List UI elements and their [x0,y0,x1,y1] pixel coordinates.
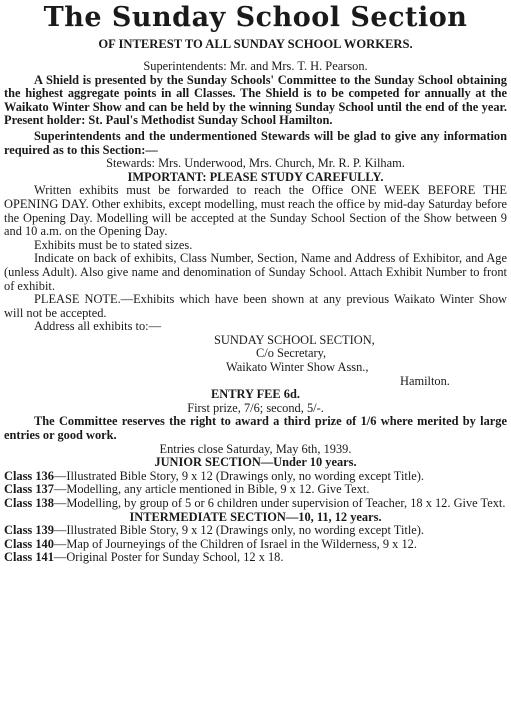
class-item: Class 138—Modelling, by group of 5 or 6 children under supervision of Teacher, 18 x 12. Give Text. [4,496,506,510]
address-line-2: C/o Secretary, [256,346,327,361]
address-line-1: SUNDAY SCHOOL SECTION, [214,332,375,347]
committee-paragraph: The Committee reserves the right to award a third prize of 1/6 where merited by large entries or good work. [4,414,507,443]
article-body [4,60,507,565]
address-line-4: Hamilton. [400,373,450,388]
shield-paragraph: A Shield is presented by the Sunday Schools' Committee to the Sunday School obtaining the highest aggregate points in all Classes. The Shield is to be competed for annually at the Waikato Winter Show and can be held by the winning Sunday School until the end of the year. Present holder: St. Paul's Methodist Sunday School Hamilton. [4,72,507,128]
class-item: Class 141—Original Poster for Sunday School, 12 x 18. [4,550,284,565]
class-item: Class 137—Modelling, any article mentioned in Bible, 9 x 12. Give Text. [4,482,370,497]
prizes-line: First prize, 7/6; second, 5/-. [187,400,324,415]
address-line-3: Waikato Winter Show Assn., [226,360,369,375]
please-note-paragraph: PLEASE NOTE.—Exhibits which have been shown at any previous Waikato Winter Show will not be accepted. [4,292,507,320]
mailing-address [4,334,507,388]
class-item: Class 139—Illustrated Bible Story, 9 x 12 (Drawings only, no wording except Title). [4,523,424,538]
superintendents-line: Superintendents: Mr. and Mrs. T. H. Pearson. [143,59,368,73]
address-intro: Address all exhibits to:— [34,319,161,334]
class-item: Class 136—Illustrated Bible Story, 9 x 12 (Drawings only, no wording except Title). [4,468,424,483]
sizes-line: Exhibits must be to stated sizes. [34,237,193,252]
section-subhead: OF INTEREST TO ALL SUNDAY SCHOOL WORKERS. [98,37,413,51]
indicate-paragraph: Indicate on back of exhibits, Class Number, Section, Name and Address of Exhibitor, and Age (unless Adult). Also give name and denomination of Sunday School. Attach Exhibit Number to front of exhibit. [4,251,507,293]
intermediate-section-heading: INTERMEDIATE SECTION—10, 11, 12 years. [129,509,382,524]
section-masthead: The Sunday School Section [43,2,468,33]
newspaper-page [0,2,511,703]
stewards-paragraph: Superintendents and the undermentioned Stewards will be glad to give any information required as to this Section:— [4,128,507,157]
entry-fee-heading: ENTRY FEE 6d. [211,387,300,402]
written-exhibits-paragraph: Written exhibits must be forwarded to reach the Office ONE WEEK BEFORE THE OPENING DAY. Other exhibits, except modelling, must reach the office by mid-day Saturday before the Opening Day. Modelling will be accepted at the Sunday School Section of the Show between 9 and 10 a.m. on the Opening Day. [4,183,507,239]
class-item: Class 140—Map of Journeyings of the Children of Israel in the Wilderness, 9 x 12. [4,536,417,551]
entries-close-line: Entries close Saturday, May 6th, 1939. [159,441,352,456]
stewards-list: Stewards: Mrs. Underwood, Mrs. Church, Mr. R. P. Kilham. [106,156,405,171]
junior-section-heading: JUNIOR SECTION—Under 10 years. [154,455,357,470]
important-heading: IMPORTANT: PLEASE STUDY CAREFULLY. [127,169,384,184]
